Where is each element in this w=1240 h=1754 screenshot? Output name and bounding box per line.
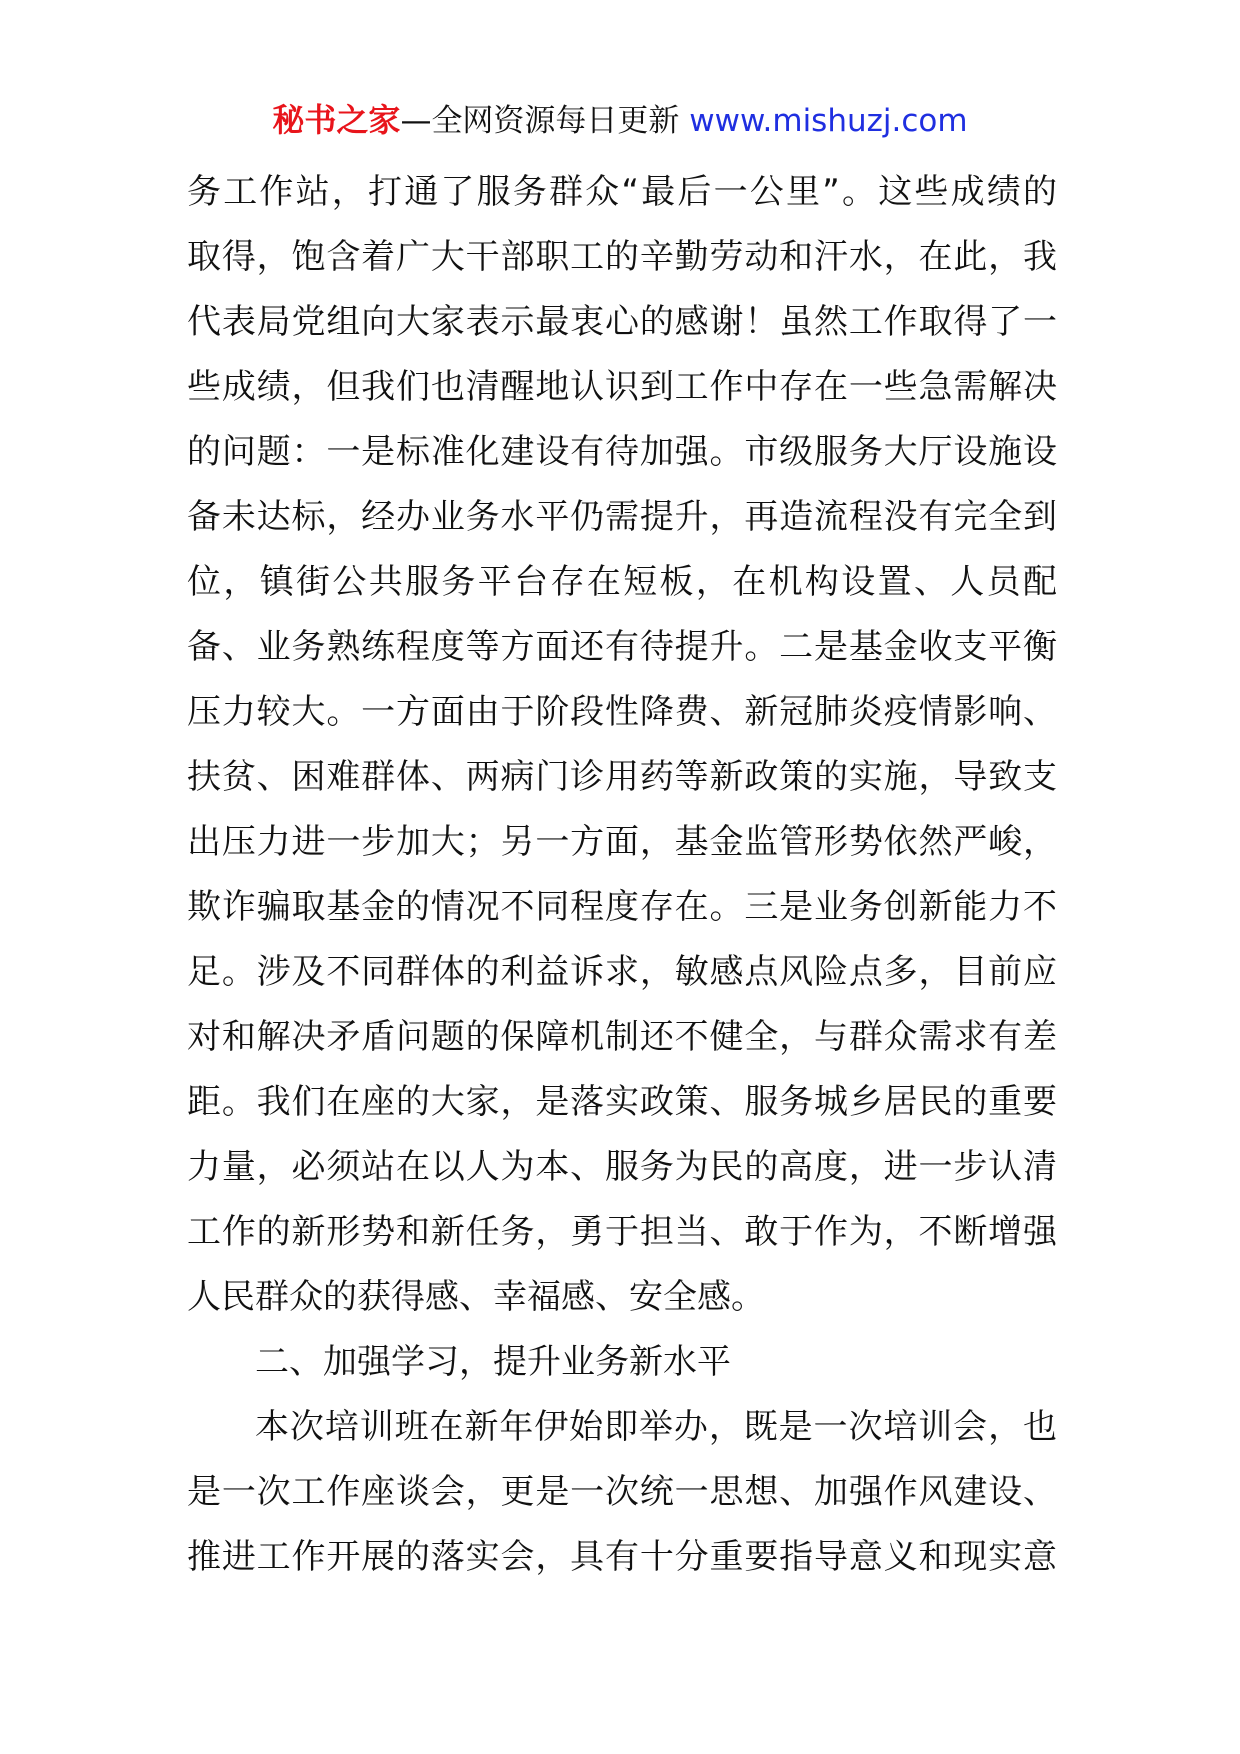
site-header (0, 98, 1240, 143)
header-tagline: —全网资源每日更新 (400, 103, 690, 139)
text-line: 的问题：一是标准化建设有待加强。市级服务大厅设施设 (187, 432, 1057, 472)
text-line: 备未达标，经办业务水平仍需提升，再造流程没有完全到 (187, 497, 1057, 537)
text-line: 代表局党组向大家表示最衷心的感谢！虽然工作取得了一 (187, 302, 1057, 342)
text-line: 足。涉及不同群体的利益诉求，敏感点风险点多，目前应 (187, 952, 1057, 992)
text-line: 压力较大。一方面由于阶段性降费、新冠肺炎疫情影响、 (187, 692, 1057, 732)
text-line: 本次培训班在新年伊始即举办，既是一次培训会，也 (255, 1407, 1057, 1447)
text-line: 人民群众的获得感、幸福感、安全感。 (187, 1277, 765, 1317)
brand-name: 秘书之家 (272, 101, 401, 139)
text-line: 对和解决矛盾问题的保障机制还不健全，与群众需求有差 (187, 1017, 1057, 1057)
text-line: 工作的新形势和新任务，勇于担当、敢于作为，不断增强 (187, 1212, 1057, 1252)
text-line: 些成绩，但我们也清醒地认识到工作中存在一些急需解决 (187, 367, 1057, 407)
section-heading: 二、加强学习，提升业务新水平 (255, 1342, 731, 1382)
text-line: 距。我们在座的大家，是落实政策、服务城乡居民的重要 (187, 1082, 1057, 1122)
text-line: 欺诈骗取基金的情况不同程度存在。三是业务创新能力不 (187, 887, 1057, 927)
text-line: 备、业务熟练程度等方面还有待提升。二是基金收支平衡 (187, 627, 1057, 667)
document-body (187, 160, 1057, 1590)
site-url-link[interactable]: www.mishuzj.com (689, 103, 968, 139)
text-line: 力量，必须站在以人为本、服务为民的高度，进一步认清 (187, 1147, 1057, 1187)
text-line: 取得，饱含着广大干部职工的辛勤劳动和汗水，在此，我 (187, 237, 1057, 277)
text-line: 位，镇街公共服务平台存在短板，在机构设置、人员配 (187, 562, 1057, 602)
text-line: 推进工作开展的落实会，具有十分重要指导意义和现实意 (187, 1537, 1057, 1577)
text-line: 出压力进一步加大；另一方面，基金监管形势依然严峻， (187, 822, 1057, 862)
text-line: 务工作站，打通了服务群众“最后一公里”。这些成绩的 (187, 172, 1057, 212)
text-line: 扶贫、困难群体、两病门诊用药等新政策的实施，导致支 (187, 757, 1057, 797)
text-line: 是一次工作座谈会，更是一次统一思想、加强作风建设、 (187, 1472, 1057, 1512)
